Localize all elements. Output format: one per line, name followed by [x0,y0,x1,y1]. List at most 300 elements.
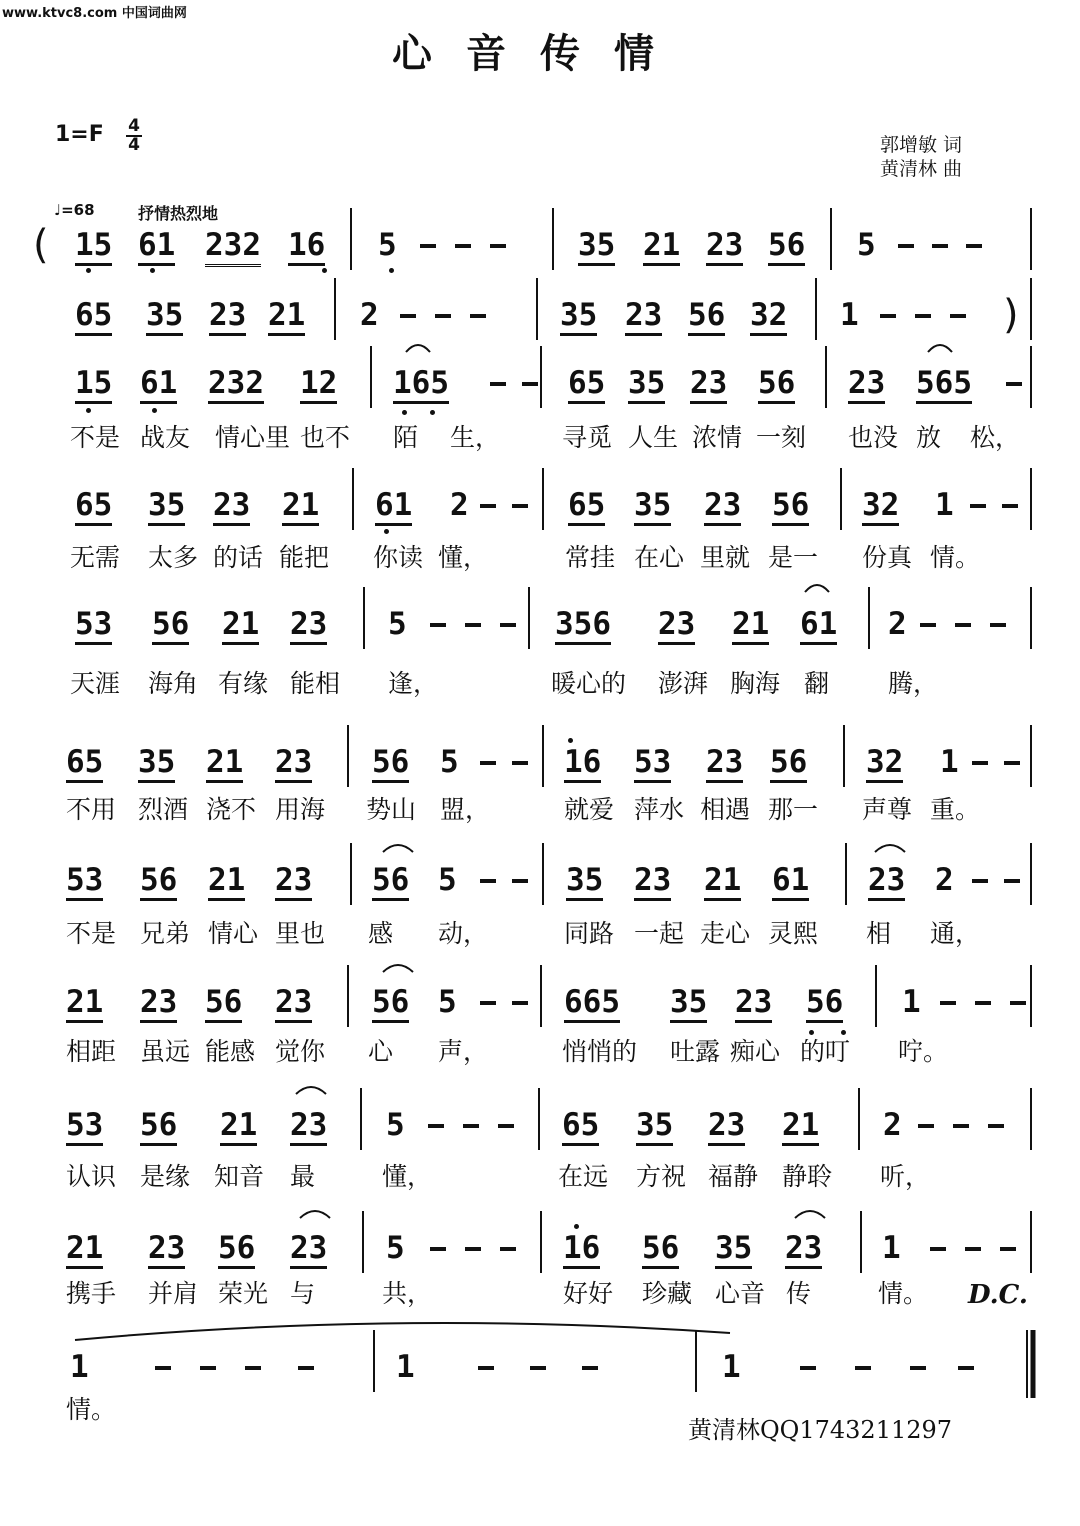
note-group: 23 [290,1108,327,1146]
note-group: 2 [360,297,379,333]
slur-mark [75,1323,730,1340]
note-group: 61 [772,863,809,901]
footer-contact: 黄清林QQ1743211297 [688,1416,953,1444]
lyric-syllable: 声， [438,1037,489,1066]
lyric-syllable: 你读 [373,543,424,572]
note-group: 56 [372,985,409,1023]
note-group: 23 [275,985,312,1023]
lyric-syllable: 的叮 [800,1037,851,1066]
note-group: 35 [670,985,707,1023]
lyric-syllable: 兄弟 [140,919,191,948]
lyric-syllable: 放 [916,423,942,452]
note-group: 35 [146,298,183,336]
sustain-dash [400,314,416,318]
note-group: 56 [758,366,795,404]
barline [825,346,827,408]
music-row [0,1350,1080,1410]
lyric-syllable: 懂， [382,1162,433,1191]
note-group: 35 [578,228,615,266]
sustain-dash [1000,1247,1016,1251]
lyric-syllable: 咛。 [898,1037,949,1066]
sustain-dash [465,623,481,627]
note-group: 5 [438,984,457,1020]
lyric-syllable: 感 [368,919,394,948]
barline [350,843,352,905]
note-group: 165 [393,366,449,404]
lyric-syllable: 生， [450,423,501,452]
lyric-syllable: 知音 [214,1162,265,1191]
lyric-syllable: 人生 [628,423,679,452]
note-group: 1 [882,1230,901,1266]
lyric-syllable: 无需 [70,543,121,572]
barline [542,468,544,530]
octave-dot [430,410,435,415]
lyric-syllable: 静聆 [782,1162,833,1191]
lyric-syllable: 就爱 [564,795,615,824]
sustain-dash [480,879,496,883]
note-group: 356 [555,607,611,645]
lyric-syllable: 太多 [148,543,199,572]
sustain-dash [1004,761,1020,765]
note-group: 35 [715,1231,752,1269]
note-group: 21 [222,607,259,645]
lyric-syllable: 珍藏 [642,1279,693,1308]
sustain-dash [512,1001,528,1005]
sustain-dash [955,623,971,627]
sustain-dash [480,504,496,508]
music-row [0,228,1080,288]
barline [542,725,544,787]
barline [536,278,538,340]
lyric-syllable: 一刻 [756,423,807,452]
barline [542,843,544,905]
note-group: 23 [209,298,246,336]
sustain-dash [1002,504,1018,508]
barline [860,1211,862,1273]
lyric-syllable: 情。 [878,1279,929,1308]
octave-dot [389,268,394,273]
lyric-syllable: 一起 [634,919,685,948]
lyric-syllable: 传 [786,1279,812,1308]
lyric-syllable: 方祝 [636,1162,687,1191]
octave-dot [152,408,157,413]
lyric-syllable: 盟， [440,795,491,824]
sustain-dash [298,1366,314,1370]
barline [830,208,832,270]
sustain-dash [972,761,988,765]
note-group: 23 [290,607,327,645]
barline [1030,587,1032,649]
note-group: 23 [708,1108,745,1146]
lyric-syllable: 里也 [275,919,326,948]
note-group: 65 [75,488,112,526]
sustain-dash [480,761,496,765]
slur-mark [805,585,829,592]
sustain-dash [500,1247,516,1251]
sustain-dash [480,1001,496,1005]
note-group: 56 [205,985,242,1023]
barline [868,587,870,649]
sustain-dash [920,623,936,627]
barline [1030,1211,1032,1273]
lyric-syllable: 天涯 [70,669,121,698]
note-group: 35 [138,745,175,783]
note-group: 21 [208,863,245,901]
note-group: 23 [634,863,671,901]
barline [875,965,877,1027]
lyric-syllable: 也没 [848,423,899,452]
note-group: 1 [722,1349,741,1385]
note-group: 35 [148,488,185,526]
sustain-dash [910,1366,926,1370]
sustain-dash [522,382,538,386]
note-group: 21 [66,1231,103,1269]
sustain-dash [930,1247,946,1251]
barline [363,587,365,649]
note-group: 21 [732,607,769,645]
lyric-syllable: 陌 [393,423,419,452]
note-group: 16 [288,228,325,266]
composer-credit: 黄清林 曲 [880,158,963,180]
lyric-syllable: 浇不 [206,795,257,824]
lyric-syllable: 常挂 [565,543,616,572]
note-group: 1 [840,297,859,333]
barline [538,1088,540,1150]
lyric-syllable: 暖心的 [551,669,627,698]
sustain-dash [988,1124,1004,1128]
note-group: 23 [690,366,727,404]
lyric-syllable: 能把 [279,543,330,572]
note-group: 5 [386,1107,405,1143]
music-row [0,607,1080,667]
barline [1030,843,1032,905]
note-group: 56 [218,1231,255,1269]
note-group: 15 [75,366,112,404]
note-group: 5 [857,227,876,263]
sustain-dash [918,1124,934,1128]
note-group: 56 [768,228,805,266]
sustain-dash [455,244,471,248]
sustain-dash [530,1366,546,1370]
repeat-close-paren: ) [1003,292,1019,338]
note-group: 21 [268,298,305,336]
lyric-syllable: 海角 [148,669,199,698]
octave-dot [402,410,407,415]
sustain-dash [1006,382,1022,386]
note-group: 32 [862,488,899,526]
sustain-dash [975,1001,991,1005]
lyric-syllable: 逢， [388,669,439,698]
note-group: 61 [800,607,837,645]
sustain-dash [470,314,486,318]
note-group: 565 [916,366,972,404]
note-group: 56 [372,745,409,783]
barline [528,587,530,649]
sustain-dash [932,244,948,248]
barline [334,278,336,340]
sustain-dash [1010,1001,1026,1005]
lyric-syllable: 相距 [66,1037,117,1066]
lyric-syllable: 悄悄的 [562,1037,638,1066]
lyric-syllable: 虽远 [140,1037,191,1066]
note-group: 5 [378,227,397,263]
note-group: 56 [688,298,725,336]
note-group: 23 [625,298,662,336]
note-group: 65 [568,488,605,526]
slur-mark [383,965,413,972]
slur-mark [300,1211,330,1218]
lyric-syllable: 最 [290,1162,316,1191]
barline [1030,208,1032,270]
note-group: 16 [563,1231,600,1269]
note-group: 56 [140,1108,177,1146]
note-group: 53 [66,863,103,901]
octave-dot [574,1224,579,1229]
lyric-syllable: 同路 [564,919,615,948]
barline [352,468,354,530]
note-group: 56 [770,745,807,783]
sustain-dash [512,504,528,508]
barline [370,346,372,408]
note-group: 21 [282,488,319,526]
note-group: 23 [148,1231,185,1269]
barline [362,1211,364,1273]
lyric-syllable: 情心 [208,919,259,948]
sustain-dash [880,314,896,318]
note-group: 56 [806,985,843,1023]
note-group: 23 [275,745,312,783]
lyric-syllable: 那一 [768,795,819,824]
sustain-dash [435,314,451,318]
note-group: 65 [568,366,605,404]
tempo-marking: ♩=68 [54,201,95,219]
note-group: 65 [75,298,112,336]
lyric-syllable: 萍水 [634,795,685,824]
sustain-dash [855,1366,871,1370]
sustain-dash [430,623,446,627]
lyric-syllable: 懂， [438,543,489,572]
note-group: 21 [704,863,741,901]
lyric-syllable: 翻 [804,669,830,698]
sustain-dash [430,1247,446,1251]
sustain-dash [490,244,506,248]
sustain-dash [970,504,986,508]
lyric-syllable: 份真 [862,543,913,572]
da-capo-marking: D.C. [968,1280,1028,1310]
sustain-dash [582,1366,598,1370]
lyric-syllable: 痴心 [730,1037,781,1066]
lyric-syllable: 胸海 [730,669,781,698]
barline [815,278,817,340]
lyric-syllable: 战友 [140,423,191,452]
lyric-syllable: 不是 [66,919,117,948]
lyric-syllable: 能相 [290,669,341,698]
note-group: 2 [450,487,469,523]
note-group: 232 [205,228,261,267]
octave-dot [86,268,91,273]
lyricist-credit: 郭增敏 词 [880,134,963,156]
octave-dot [150,268,155,273]
lyric-syllable: 福静 [708,1162,759,1191]
lyric-syllable: 是缘 [140,1162,191,1191]
lyric-syllable: 用海 [275,795,326,824]
sustain-dash [950,314,966,318]
lyric-syllable: 情。 [66,1395,117,1424]
barline [373,1330,375,1392]
sustain-dash [958,1366,974,1370]
lyric-syllable: 松， [970,423,1021,452]
note-group: 21 [220,1108,257,1146]
octave-dot [568,738,573,743]
note-group: 35 [566,863,603,901]
sustain-dash [463,1124,479,1128]
barline [1030,468,1032,530]
note-group: 21 [66,985,103,1023]
note-group: 5 [388,606,407,642]
note-group: 2 [883,1107,902,1143]
sustain-dash [940,1001,956,1005]
lyric-syllable: 声尊 [862,795,913,824]
sustain-dash [490,382,506,386]
sustain-dash [915,314,931,318]
note-group: 665 [564,985,620,1023]
sustain-dash [465,1247,481,1251]
time-sig-numerator: 4 [128,116,140,136]
note-group: 23 [706,228,743,266]
sustain-dash [972,879,988,883]
note-group: 5 [438,862,457,898]
note-group: 56 [642,1231,679,1269]
note-group: 12 [300,366,337,404]
lyric-syllable: 相 [866,919,892,948]
note-group: 65 [562,1108,599,1146]
note-group: 1 [396,1349,415,1385]
note-group: 5 [440,744,459,780]
barline [840,468,842,530]
lyric-syllable: 在远 [558,1162,609,1191]
sustain-dash [898,244,914,248]
sustain-dash [1004,879,1020,883]
lyric-syllable: 里就 [700,543,751,572]
lyric-syllable: 通， [930,919,981,948]
lyric-syllable: 灵熙 [768,919,819,948]
lyric-syllable: 相遇 [700,795,751,824]
sustain-dash [800,1366,816,1370]
slur-mark [875,845,905,852]
note-group: 23 [735,985,772,1023]
note-group: 23 [706,745,743,783]
note-group: 56 [140,863,177,901]
sustain-dash [953,1124,969,1128]
repeat-open-paren: ( [33,222,49,268]
lyric-syllable: 是一 [768,543,819,572]
octave-dot [86,408,91,413]
slur-mark [795,1211,825,1218]
barline [540,346,542,408]
note-group: 61 [375,488,412,526]
note-group: 232 [208,366,264,404]
time-sig-denominator: 4 [126,135,142,154]
sustain-dash [500,623,516,627]
sustain-dash [512,761,528,765]
note-group: 23 [658,607,695,645]
note-group: 23 [140,985,177,1023]
lyric-syllable: 重。 [930,795,981,824]
lyric-syllable: 不用 [66,795,117,824]
barline [1030,346,1032,408]
note-group: 56 [372,863,409,901]
note-group: 35 [634,488,671,526]
note-group: 53 [634,745,671,783]
lyric-syllable: 不是 [70,423,121,452]
note-group: 23 [213,488,250,526]
note-group: 23 [785,1231,822,1269]
lyric-syllable: 并肩 [148,1279,199,1308]
time-signature [126,118,142,154]
slur-mark [296,1087,326,1094]
barline [1030,725,1032,787]
lyric-syllable: 澎湃 [658,669,709,698]
lyric-syllable: 浓情 [692,423,743,452]
lyric-syllable: 在心 [634,543,685,572]
lyric-syllable: 能感 [205,1037,256,1066]
note-group: 35 [560,298,597,336]
slur-mark [383,845,413,852]
sustain-dash [512,879,528,883]
lyric-syllable: 有缘 [218,669,269,698]
lyric-syllable: 情心里 [215,423,291,452]
barline [1030,965,1032,1027]
lyric-syllable: 共， [382,1279,433,1308]
note-group: 1 [940,744,959,780]
sustain-dash [245,1366,261,1370]
barline [347,725,349,787]
lyric-syllable: 好好 [563,1279,614,1308]
barline [347,965,349,1027]
note-group: 23 [868,863,905,901]
note-group: 53 [75,607,112,645]
lyric-syllable: 也不 [300,423,351,452]
lyric-syllable: 烈酒 [138,795,189,824]
note-group: 1 [70,1349,89,1385]
lyric-syllable: 心 [368,1037,394,1066]
barline [843,725,845,787]
note-group: 2 [888,606,907,642]
lyric-syllable: 心音 [715,1279,766,1308]
expression-marking: 抒情热烈地 [138,204,219,223]
barline [350,208,352,270]
lyric-syllable: 觉你 [275,1037,326,1066]
site-watermark: www.ktvc8.com 中国词曲网 [2,6,187,21]
octave-dot [384,529,389,534]
key-signature: 1=F [55,122,104,147]
lyric-syllable: 荣光 [218,1279,269,1308]
note-group: 56 [152,607,189,645]
sustain-dash [155,1366,171,1370]
note-group: 16 [564,745,601,783]
barline [1030,1088,1032,1150]
lyric-syllable: 情。 [930,543,981,572]
note-group: 15 [75,228,112,266]
note-group: 23 [290,1231,327,1269]
lyric-syllable: 与 [290,1279,316,1308]
note-group: 5 [386,1230,405,1266]
barline [1030,278,1032,340]
barline [360,1088,362,1150]
sustain-dash [420,244,436,248]
note-group: 1 [935,487,954,523]
note-group: 61 [140,366,177,404]
